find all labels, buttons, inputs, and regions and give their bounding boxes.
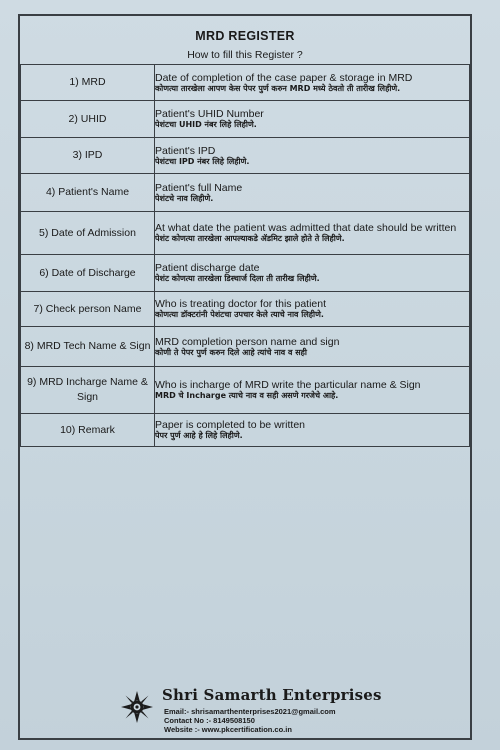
table-row xyxy=(21,174,470,212)
row-label: 1) MRD xyxy=(21,65,155,101)
row-description-marathi: MRD चे Incharge त्याचे नाव व सही असणे गरजेचे आहे. xyxy=(155,391,339,400)
row-description-marathi: कोणत्या डॉक्टरांनी पेशंटचा उपचार केले त्याचे नाव लिहीणे. xyxy=(155,310,324,319)
sun-star-logo-icon xyxy=(120,690,154,724)
row-label: 3) IPD xyxy=(21,138,155,174)
table-row xyxy=(21,292,470,327)
row-description-marathi: कोणी ते पेपर पुर्ण करुन दिले आहे त्यांचे नाव व सही xyxy=(155,347,307,357)
row-description-english: Patient's UHID Number xyxy=(155,108,264,120)
row-label: 6) Date of Discharge xyxy=(21,255,155,292)
row-description-marathi: पेशंटचे नाव लिहीणे. xyxy=(155,193,214,203)
row-description-marathi: पेशंटचा IPD नंबर लिहे लिहीणे. xyxy=(155,156,250,166)
row-description-english: Patient discharge date xyxy=(155,262,260,274)
row-description xyxy=(155,101,470,138)
row-description-english: Who is incharge of MRD write the particular name & Sign xyxy=(155,379,421,391)
row-description-marathi: पेशंटचा UHID नंबर लिहे लिहीणे. xyxy=(155,120,257,129)
table-row xyxy=(21,212,470,255)
instructions-table xyxy=(20,64,470,447)
register-subtitle: How to fill this Register ? xyxy=(187,49,303,61)
row-description xyxy=(155,212,470,255)
table-row xyxy=(21,101,470,138)
row-description-english: Patient's IPD xyxy=(155,144,216,157)
table-row xyxy=(21,255,470,292)
row-description-marathi: कोणत्या तारखेला आपण केस पेपर पुर्ण करुन MRD मध्ये ठेवतो ती तारीख लिहीणे. xyxy=(155,83,401,93)
row-description xyxy=(155,174,470,212)
company-email: Email:- shrisamarthenterprises2021@gmail.com xyxy=(164,707,336,716)
table-row xyxy=(21,414,470,447)
company-footer xyxy=(120,684,420,740)
row-description xyxy=(155,292,470,327)
row-label: 9) MRD Incharge Name & Sign xyxy=(21,367,155,414)
row-label: 2) UHID xyxy=(21,101,155,138)
row-description-english: Date of completion of the case paper & storage in MRD xyxy=(155,71,413,84)
row-label: 10) Remark xyxy=(21,414,155,447)
row-description-english: Paper is completed to be written xyxy=(155,419,305,431)
table-row xyxy=(21,65,470,101)
row-description-english: At what date the patient was admitted that date should be written xyxy=(155,222,457,234)
row-description xyxy=(155,327,470,367)
table-row xyxy=(21,327,470,367)
row-label: 8) MRD Tech Name & Sign xyxy=(21,327,155,367)
row-description-marathi: पेशंट कोणत्या तारखेला डिस्चार्ज दिला ती तारीख लिहीणे. xyxy=(155,274,320,283)
row-description-english: Patient's full Name xyxy=(155,181,243,194)
company-name: Shri Samarth Enterprises xyxy=(162,686,382,704)
row-description xyxy=(155,138,470,174)
row-description-marathi: पेपर पुर्ण आहे हे लिहे लिहीणे. xyxy=(155,431,243,440)
table-row xyxy=(21,138,470,174)
row-description xyxy=(155,255,470,292)
company-website: Website :- www.pkcertification.co.in xyxy=(164,725,292,734)
row-label: 7) Check person Name xyxy=(21,292,155,327)
register-header xyxy=(20,16,470,65)
row-label: 4) Patient's Name xyxy=(21,174,155,212)
table-row xyxy=(21,367,470,414)
company-contact: Contact No :- 8149508150 xyxy=(164,716,255,725)
row-description xyxy=(155,65,470,101)
row-description-english: MRD completion person name and sign xyxy=(155,335,340,348)
row-description-english: Who is treating doctor for this patient xyxy=(155,298,326,310)
row-description xyxy=(155,367,470,414)
register-title: MRD REGISTER xyxy=(195,29,295,43)
row-description xyxy=(155,414,470,447)
row-description-marathi: पेशंट कोणत्या तारखेला आपल्याकडे ॲडमिट झाले होते ते लिहीणे. xyxy=(155,234,345,243)
row-label: 5) Date of Admission xyxy=(21,212,155,255)
